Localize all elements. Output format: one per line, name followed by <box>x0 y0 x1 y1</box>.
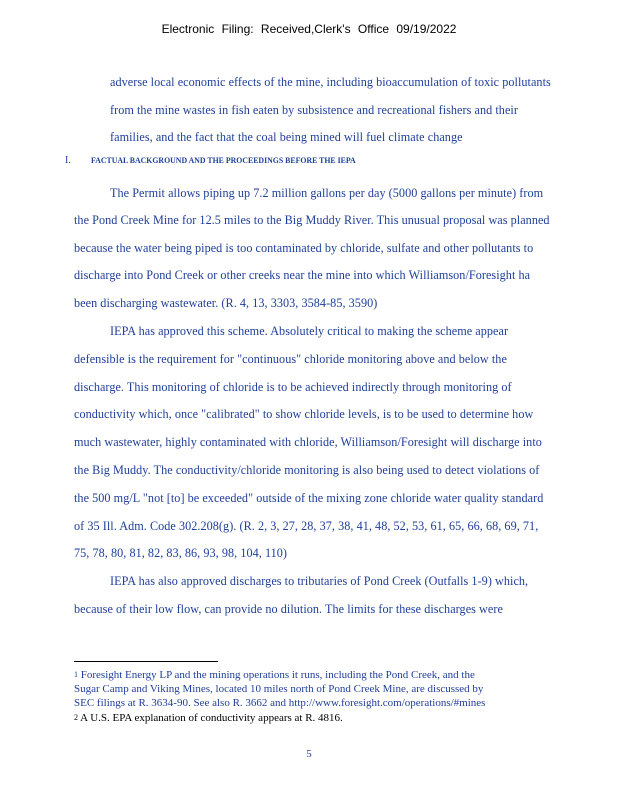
body-line: because the water being piped is too contaminated by chloride, sulfate and other pollutants to <box>74 241 534 255</box>
footnote-2 <box>74 712 343 725</box>
body-line: conductivity which, once "calibrated" to show chloride levels, is to be used to determine how <box>74 407 534 421</box>
body-line: defensible is the requirement for "continuous" chloride monitoring above and below the <box>74 352 507 366</box>
body-line: 75, 78, 80, 81, 82, 83, 86, 93, 98, 104, 110) <box>74 546 288 560</box>
footnote-1 <box>74 669 475 682</box>
section-number: I. <box>65 155 71 166</box>
body-line: the Pond Creek Mine for 12.5 miles to the Big Muddy River. This unusual proposal was planned <box>74 213 550 227</box>
filing-header: Electronic Filing: Received,Clerk's Office 09/19/2022 <box>161 22 457 36</box>
body-line: of 35 Ill. Adm. Code 302.208(g). (R. 2, 3, 27, 28, 37, 38, 41, 48, 52, 53, 61, 65, 66, 68, 69, 71, <box>74 519 539 533</box>
body-line: from the mine wastes in fish eaten by subsistence and recreational fishers and their <box>110 103 518 117</box>
section-heading: FACTUAL BACKGROUND AND THE PROCEEDINGS BEFORE THE IEPA <box>91 155 356 165</box>
footnote-line: Sugar Camp and Viking Mines, located 10 miles north of Pond Creek Mine, are discussed by <box>74 683 484 695</box>
footnote-marker: 1 <box>74 670 78 679</box>
footnote-text: A U.S. EPA explanation of conductivity appears at R. 4816. <box>80 712 343 724</box>
body-line: families, and the fact that the coal being mined will fuel climate change <box>110 130 463 144</box>
page-number: 5 <box>306 748 312 760</box>
body-line: IEPA has approved this scheme. Absolutely critical to making the scheme appear <box>110 324 509 338</box>
body-line: adverse local economic effects of the mine, including bioaccumulation of toxic pollutants <box>110 75 551 89</box>
footnote-marker: 2 <box>74 713 78 722</box>
footnote-line: SEC filings at R. 3634-90. See also R. 3662 and http://www.foresight.com/operations/#mines <box>74 697 486 709</box>
body-line: much wastewater, highly contaminated with chloride, Williamson/Foresight will discharge into <box>74 435 542 449</box>
body-line: the Big Muddy. The conductivity/chloride monitoring is also being used to detect violations of <box>74 463 540 477</box>
body-line: The Permit allows piping up 7.2 million gallons per day (5000 gallons per minute) from <box>110 186 544 200</box>
body-line: discharge into Pond Creek or other creeks near the mine into which Williamson/Foresight ha <box>74 268 531 282</box>
body-line: IEPA has also approved discharges to tributaries of Pond Creek (Outfalls 1-9) which, <box>110 574 529 588</box>
footnote-line: Foresight Energy LP and the mining operations it runs, including the Pond Creek, and the <box>80 669 475 681</box>
body-line: been discharging wastewater. (R. 4, 13, 3303, 3584-85, 3590) <box>74 296 378 310</box>
body-line: because of their low flow, can provide no dilution. The limits for these discharges were <box>74 602 503 616</box>
footnote-divider <box>74 661 218 662</box>
body-line: the 500 mg/L "not [to] be exceeded" outside of the mixing zone chloride water quality standard <box>74 491 544 505</box>
body-line: discharge. This monitoring of chloride is to be achieved indirectly through monitoring of <box>74 380 512 394</box>
